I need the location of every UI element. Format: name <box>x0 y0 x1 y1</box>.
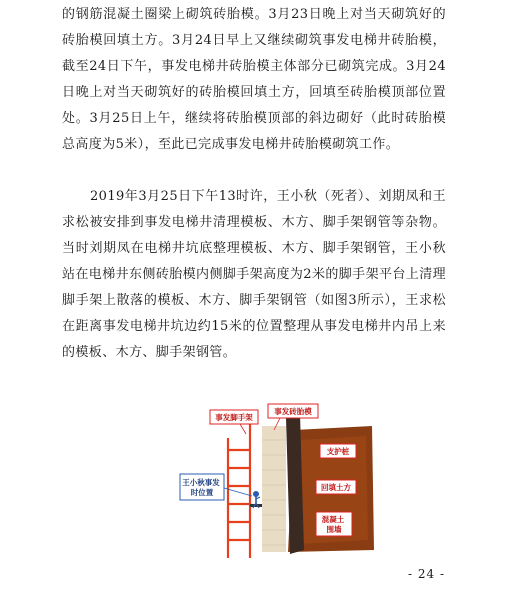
callout-concrete-label: 混凝土 围墙 <box>321 515 345 534</box>
callout-victim-label: 王小秋事发 时位置 <box>182 478 220 497</box>
body-paragraph-2: 2019年3月25日下午13时许，王小秋（死者）、刘期凤和王求松被安排到事发电梯井清理模板、木方、脚手架钢管等杂物。当时刘期凤在电梯井坑底整理模板、木方、脚手架钢管，王小秋站在电梯井东侧砖胎模内侧脚手架高度为2米的脚手架平台上清理脚手架上散落的模板、木方、脚手架钢管（如图3所示），王求松在距离事发电梯井坑边约15米的位置整理从事发电梯井内吊上来的模板、木方、脚手架钢管。 <box>62 189 446 360</box>
callout-brick-mold-label: 事发砖胎模 <box>274 407 312 416</box>
callout-scaffold-label: 事发脚手架 <box>215 413 253 422</box>
brick-mold-wall <box>262 426 286 552</box>
page-number: - 24 - <box>408 567 446 581</box>
scaffold-platform <box>250 504 262 507</box>
callout-backfill-label: 回填土方 <box>321 483 351 492</box>
scaffold-frame <box>228 424 250 558</box>
body-paragraph-1: 的钢筋混凝土圈梁上砌筑砖胎模。3月23日晚上对当天砌筑好的砖胎模回填土方。3月24日早上又继续砌筑事发电梯井砖胎模，截至24日下午，事发电梯井砖胎模主体部分已砌筑完成。3月24日晚上对当天砌筑好的砖胎模回填土方，回填至砖胎模顶部位置处。3月25日上午，继续将砖胎模顶部的斜边砌好（此时砖胎模总高度为5米），至此已完成事发电梯井砖胎模砌筑工作。 <box>62 7 446 152</box>
callout-support-pile-label: 支护桩 <box>326 447 350 456</box>
accident-site-figure <box>176 400 376 562</box>
